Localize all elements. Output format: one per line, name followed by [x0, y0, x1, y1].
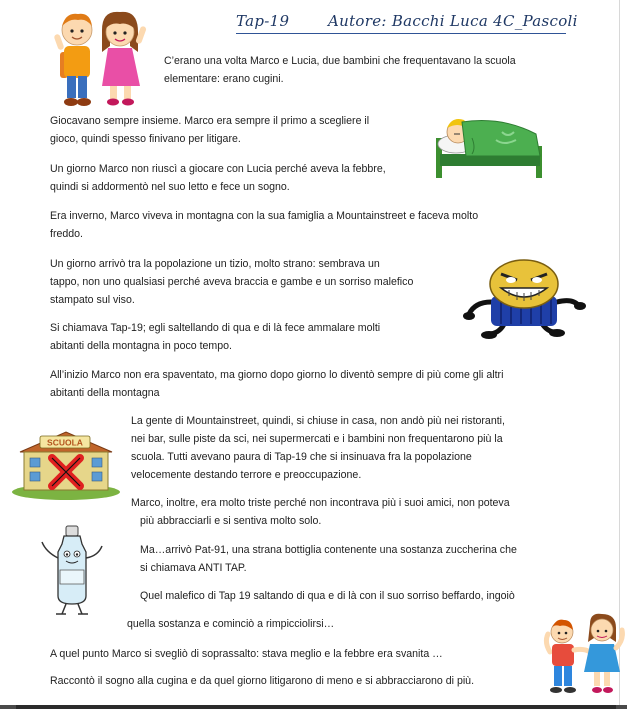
- pat91-bottle-illustration: [36, 522, 108, 616]
- girl-dress: [102, 48, 140, 86]
- paragraph-13: A quel punto Marco si svegliò di soprassalto: stava meglio e la febbre era svanita …: [50, 648, 443, 660]
- paragraph-8: La gente di Mountainstreet, quindi, si chiuse in casa, non andò più nei ristoranti, nei bar, sulle piste da sci, nei supermercati e i bambini non frequentarono più la scuola. Tutti avevano paura di Tap-19 che si insinuava fra la popolazione velocemente destando terrore e preoccupazione.: [131, 415, 505, 481]
- school-sign: SCUOLA: [47, 437, 83, 448]
- page-header: [236, 11, 578, 34]
- happy-kids-illustration: [540, 612, 626, 696]
- paragraph-6: Si chiamava Tap-19; egli saltellando di qua e di là fece ammalare molti abitanti della montagna in poco tempo.: [50, 322, 381, 352]
- kids-illustration: [46, 6, 152, 110]
- story-title: Tap-19: [236, 12, 290, 30]
- paragraph-14: Raccontò il sogno alla cugina e da quel giorno litigarono di meno e si abbracciarono di più.: [50, 675, 475, 687]
- paragraph-3: Un giorno Marco non riuscì a giocare con Lucia perché aveva la febbre, quindi si addormentò nel suo letto e fece un sogno.: [50, 163, 386, 193]
- boy-shirt: [64, 46, 90, 78]
- horizontal-scrollbar[interactable]: [0, 705, 627, 709]
- closed-school-illustration: [10, 428, 122, 500]
- sick-boy-bed-illustration: [432, 108, 548, 180]
- scrollbar-thumb[interactable]: [16, 705, 616, 709]
- paragraph-11: Quel malefico di Tap 19 saltando di qua e di là con il suo sorriso beffardo, ingoiò: [140, 590, 515, 602]
- paragraph-7: All’inizio Marco non era spaventato, ma giorno dopo giorno lo diventò sempre di più come gli altri abitanti della montagna: [50, 369, 504, 399]
- story-author: Autore: Bacchi Luca 4C_Pascoli: [328, 12, 578, 30]
- paragraph-10: Ma…arrivò Pat-91, una strana bottiglia contenente una sostanza zuccherina che si chiamava ANTI TAP.: [140, 544, 517, 574]
- boy-red-shirt: [552, 644, 574, 666]
- tap19-monster-illustration: [461, 256, 587, 340]
- paragraph-9: Marco, inoltre, era molto triste perché non incontrava più i suoi amici, non poteva più abbracciarli e si sentiva molto solo.: [131, 497, 510, 527]
- paragraph-1: C’erano una volta Marco e Lucia, due bambini che frequentavano la scuola elementare: erano cugini.: [164, 55, 516, 85]
- paragraph-4: Era inverno, Marco viveva in montagna con la sua famiglia a Mountainstreet e faceva molto freddo.: [50, 210, 479, 240]
- paragraph-2: Giocavano sempre insieme. Marco era sempre il primo a scegliere il gioco, quindi spesso finivano per litigare.: [50, 115, 370, 145]
- paragraph-12: quella sostanza e cominciò a rimpicciolirsi…: [127, 618, 335, 630]
- paragraph-5: Un giorno arrivò tra la popolazione un tizio, molto strano: sembrava un tappo, non uno qualsiasi perché aveva braccia e gambe e un sorriso malefico stampato sul viso.: [50, 258, 414, 306]
